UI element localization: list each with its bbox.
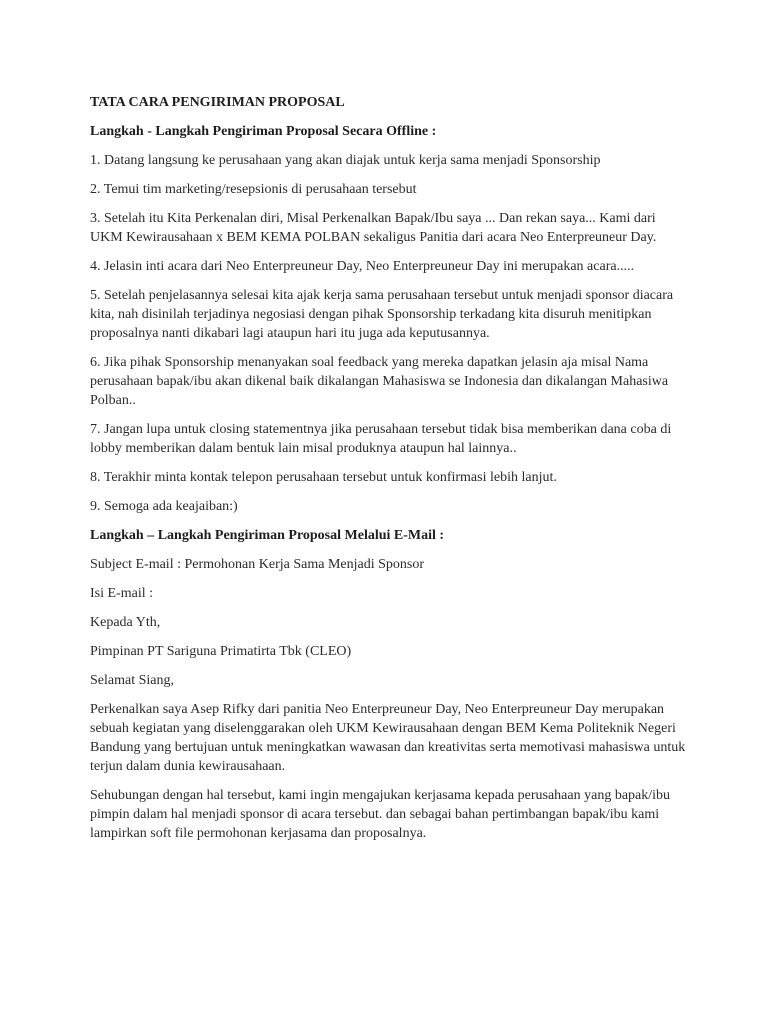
email-salutation: Kepada Yth, <box>90 615 161 630</box>
document-page <box>90 93 690 853</box>
offline-step: 2. Temui tim marketing/resepsionis di perusahaan tersebut <box>90 182 417 197</box>
offline-step: 1. Datang langsung ke perusahaan yang akan diajak untuk kerja sama menjadi Sponsorship <box>90 153 601 168</box>
email-paragraph: Sehubungan dengan hal tersebut, kami ingin mengajukan kerjasama kepada perusahaan yang bapak/ibu pimpin dalam hal menjadi sponsor di acara tersebut. dan sebagai bahan pertimbangan bapak/ibu kami lampirkan soft file permohonan kerjasama dan proposalnya. <box>90 788 671 841</box>
offline-step: 8. Terakhir minta kontak telepon perusahaan tersebut untuk konfirmasi lebih lanjut. <box>90 470 557 485</box>
document-title: TATA CARA PENGIRIMAN PROPOSAL <box>90 95 345 110</box>
email-heading: Langkah – Langkah Pengiriman Proposal Melalui E-Mail : <box>90 528 445 543</box>
offline-step: 7. Jangan lupa untuk closing statementnya jika perusahaan tersebut tidak bisa memberikan dana coba di lobby memberikan dalam bentuk lain misal produknya ataupun hal lainnya.. <box>90 422 672 456</box>
offline-step: 5. Setelah penjelasannya selesai kita ajak kerja sama perusahaan tersebut untuk menjadi sponsor diacara kita, nah disinilah terjadinya negosiasi dengan pihak Sponsorship terkadang kita disuruh menitipkan proposalnya nanti dikabari lagi ataupun hari itu juga ada keputusannya. <box>90 288 674 341</box>
offline-step: 3. Setelah itu Kita Perkenalan diri, Misal Perkenalkan Bapak/Ibu saya ... Dan rekan saya... Kami dari UKM Kewirausahaan x BEM KEMA POLBAN sekaligus Panitia dari acara Neo Enterpreuneur Day. <box>90 211 657 245</box>
email-subject: Subject E-mail : Permohonan Kerja Sama Menjadi Sponsor <box>90 557 424 572</box>
offline-heading: Langkah - Langkah Pengiriman Proposal Secara Offline : <box>90 124 437 139</box>
offline-step: 6. Jika pihak Sponsorship menanyakan soal feedback yang mereka dapatkan jelasin aja misal Nama perusahaan bapak/ibu akan dikenal baik dikalangan Mahasiswa se Indonesia dan dikalangan Mahasiwa Polban.. <box>90 355 669 408</box>
email-greeting: Selamat Siang, <box>90 673 174 688</box>
email-body-label: Isi E-mail : <box>90 586 153 601</box>
offline-step: 4. Jelasin inti acara dari Neo Enterpreuneur Day, Neo Enterpreuneur Day ini merupakan acara..... <box>90 259 635 274</box>
offline-step: 9. Semoga ada keajaiban:) <box>90 499 238 514</box>
email-paragraph: Perkenalkan saya Asep Rifky dari panitia Neo Enterpreuneur Day, Neo Enterpreuneur Day merupakan sebuah kegiatan yang diselenggarakan oleh UKM Kewirausahaan dengan BEM Kema Politeknik Negeri Bandung yang bertujuan untuk meningkatkan wawasan dan kreativitas serta memotivasi mahasiswa untuk terjun dalam dunia kewirausahaan. <box>90 702 686 774</box>
email-recipient: Pimpinan PT Sariguna Primatirta Tbk (CLEO) <box>90 644 352 659</box>
